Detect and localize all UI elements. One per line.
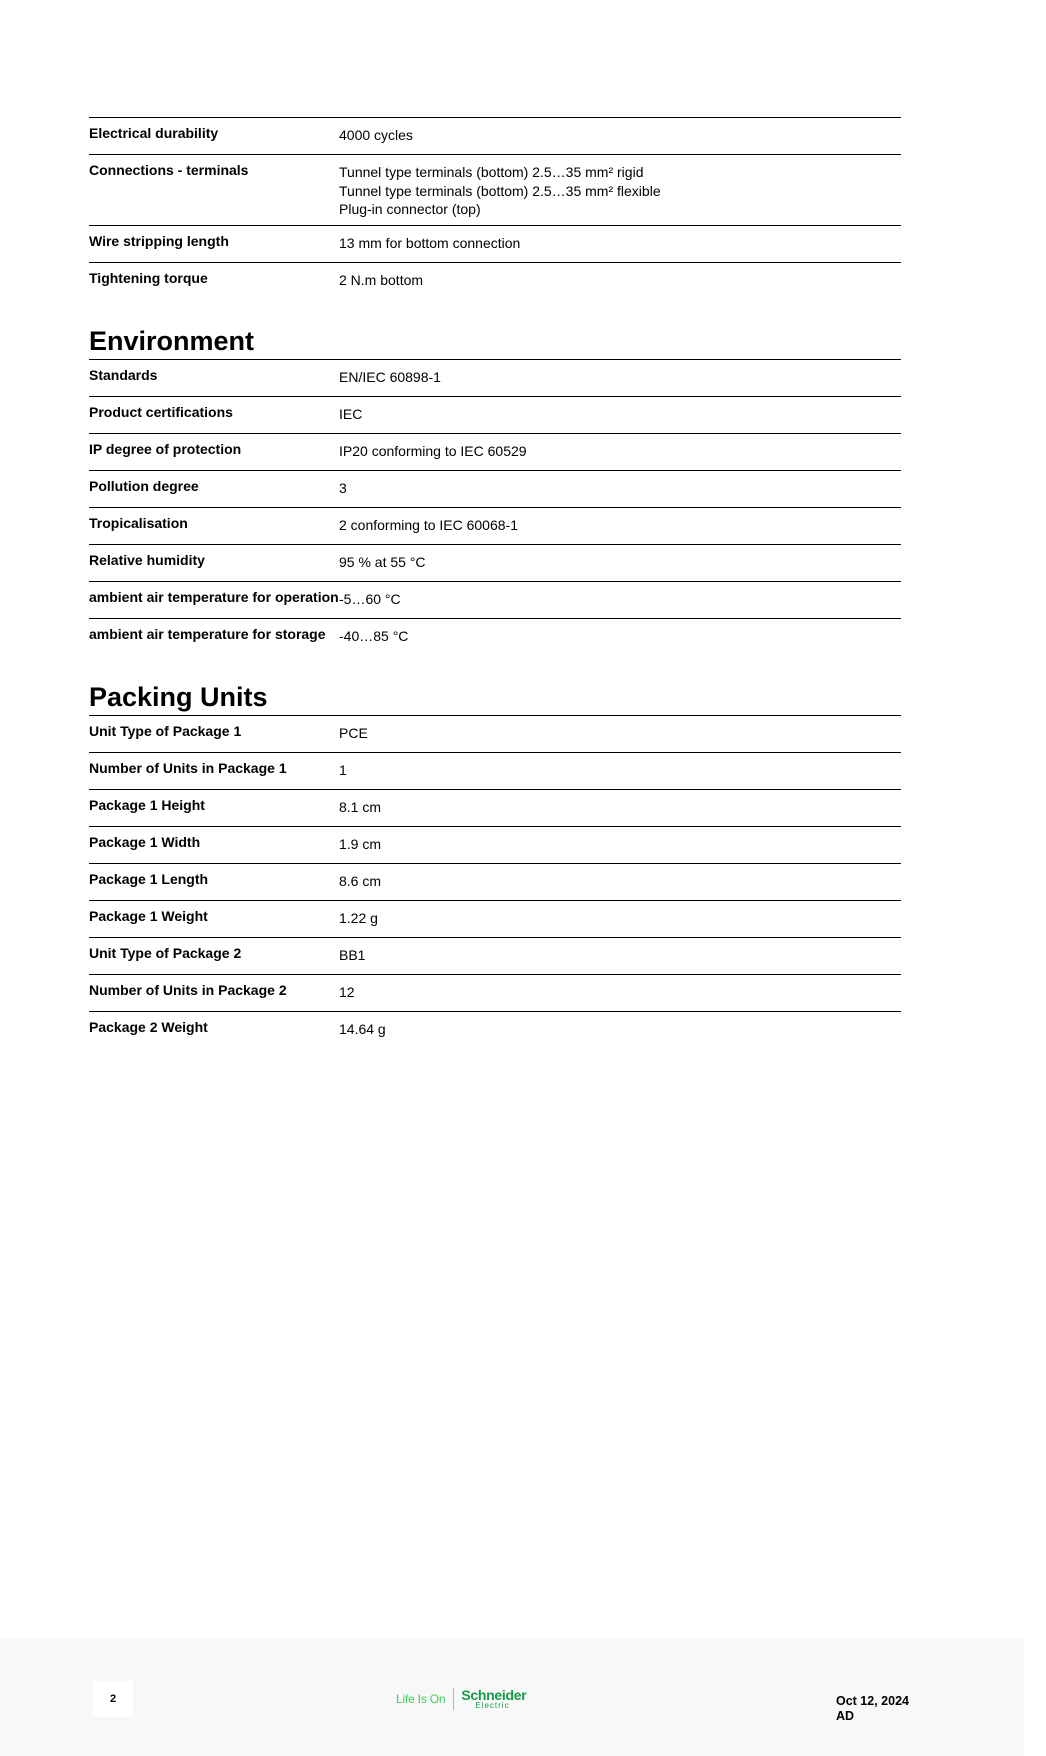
spec-value-line: 8.1 cm <box>339 798 382 815</box>
spec-value <box>339 901 378 931</box>
spec-value <box>339 716 368 746</box>
spec-row <box>89 396 901 433</box>
spec-value <box>339 827 381 857</box>
section-title: Packing Units <box>89 681 268 712</box>
spec-row <box>89 470 901 507</box>
life-is-on-tagline: Life Is On <box>396 1692 446 1706</box>
spec-row <box>89 225 901 262</box>
spec-value <box>339 508 518 538</box>
spec-row <box>89 359 901 396</box>
spec-label: Package 1 Weight <box>89 907 208 924</box>
spec-value-line: -5…60 °C <box>339 590 401 607</box>
spec-label: Package 1 Width <box>89 833 201 850</box>
spec-value-line: PCE <box>339 724 368 741</box>
spec-value-line: EN/IEC 60898-1 <box>339 368 441 385</box>
spec-label: Pollution degree <box>89 477 199 494</box>
spec-row <box>89 618 901 655</box>
spec-label: Number of Units in Package 2 <box>89 981 287 998</box>
spec-value-line: BB1 <box>339 946 366 963</box>
date-suffix: AD <box>836 1709 855 1723</box>
spec-value-line: 1.9 cm <box>339 835 382 852</box>
spec-row <box>89 789 901 826</box>
brand-name: Schneider <box>461 1687 527 1703</box>
spec-row <box>89 262 901 299</box>
spec-value <box>339 360 441 390</box>
section-title: Environment <box>89 325 255 356</box>
spec-value <box>339 619 408 649</box>
brand-wordmark <box>461 1688 526 1710</box>
page-footer <box>0 1639 1024 1756</box>
spec-value-line: -40…85 °C <box>339 627 409 644</box>
spec-value-line: 2 N.m bottom <box>339 271 424 288</box>
spec-value <box>339 975 355 1005</box>
spec-value-line: 95 % at 55 °C <box>339 553 426 570</box>
spec-value-line: 1.22 g <box>339 909 378 926</box>
spec-value-line: 13 mm for bottom connection <box>339 234 521 251</box>
spec-value <box>339 434 527 464</box>
spec-row <box>89 900 901 937</box>
spec-row <box>89 117 901 154</box>
spec-label: ambient air temperature for storage <box>89 625 326 642</box>
spec-row <box>89 507 901 544</box>
spec-row <box>89 544 901 581</box>
spec-value-line: IEC <box>339 405 363 422</box>
spec-row <box>89 1011 901 1048</box>
spec-value-line: 3 <box>339 479 347 496</box>
spec-value-line: 4000 cycles <box>339 127 413 143</box>
spec-row <box>89 826 901 863</box>
spec-value-line: 14.64 g <box>339 1020 386 1037</box>
spec-value <box>339 471 347 501</box>
spec-label: Package 1 Length <box>89 870 209 887</box>
spec-label: Unit Type of Package 2 <box>89 944 242 961</box>
spec-value <box>339 864 381 894</box>
spec-label: Connections - terminals <box>89 162 249 178</box>
document-date <box>836 1694 909 1724</box>
spec-label: IP degree of protection <box>89 440 242 457</box>
spec-row <box>89 752 901 789</box>
page-number: 2 <box>93 1681 133 1717</box>
brand-subname: Electric <box>475 1701 510 1710</box>
spec-label: Product certifications <box>89 403 233 420</box>
spec-value-line: Tunnel type terminals (bottom) 2.5…35 mm² rigid <box>339 164 644 180</box>
spec-value <box>339 118 413 148</box>
spec-label: ambient air temperature for operation <box>89 588 339 605</box>
spec-value <box>339 753 347 783</box>
spec-value-line: Plug-in connector (top) <box>339 201 481 217</box>
spec-value-line: 12 <box>339 983 355 1000</box>
spec-value-line: IP20 conforming to IEC 60529 <box>339 442 527 459</box>
spec-row <box>89 974 901 1011</box>
spec-label: Standards <box>89 366 158 383</box>
logo-separator <box>453 1688 454 1710</box>
spec-value <box>339 790 381 820</box>
spec-label: Unit Type of Package 1 <box>89 722 242 739</box>
schneider-logo <box>396 1687 526 1711</box>
spec-value <box>339 155 661 219</box>
spec-label: Relative humidity <box>89 551 205 568</box>
date-line: Oct 12, 2024 <box>836 1694 909 1708</box>
spec-row <box>89 581 901 618</box>
spec-label: Number of Units in Package 1 <box>89 759 287 776</box>
spec-value <box>339 1012 386 1042</box>
spec-value <box>339 263 423 293</box>
spec-value <box>339 938 365 968</box>
spec-sheet <box>89 117 901 1048</box>
spec-value <box>339 226 520 256</box>
spec-value-line: 2 conforming to IEC 60068-1 <box>339 516 518 533</box>
spec-row <box>89 433 901 470</box>
spec-row <box>89 715 901 752</box>
spec-label: Package 2 Weight <box>89 1018 208 1035</box>
spec-value-line: 8.6 cm <box>339 872 382 889</box>
spec-value-line: Tunnel type terminals (bottom) 2.5…35 mm² flexible <box>339 182 661 199</box>
spec-row <box>89 154 901 225</box>
spec-value <box>339 545 426 575</box>
spec-section <box>89 681 901 1048</box>
spec-row <box>89 937 901 974</box>
spec-label: Wire stripping length <box>89 232 229 249</box>
spec-section <box>89 117 901 299</box>
spec-value-line: 1 <box>339 761 347 778</box>
spec-value <box>339 397 362 427</box>
spec-label: Package 1 Height <box>89 796 205 813</box>
spec-value <box>339 582 401 612</box>
spec-label: Tightening torque <box>89 269 208 286</box>
spec-label: Electrical durability <box>89 125 219 141</box>
spec-label: Tropicalisation <box>89 514 188 531</box>
spec-row <box>89 863 901 900</box>
spec-section <box>89 325 901 655</box>
